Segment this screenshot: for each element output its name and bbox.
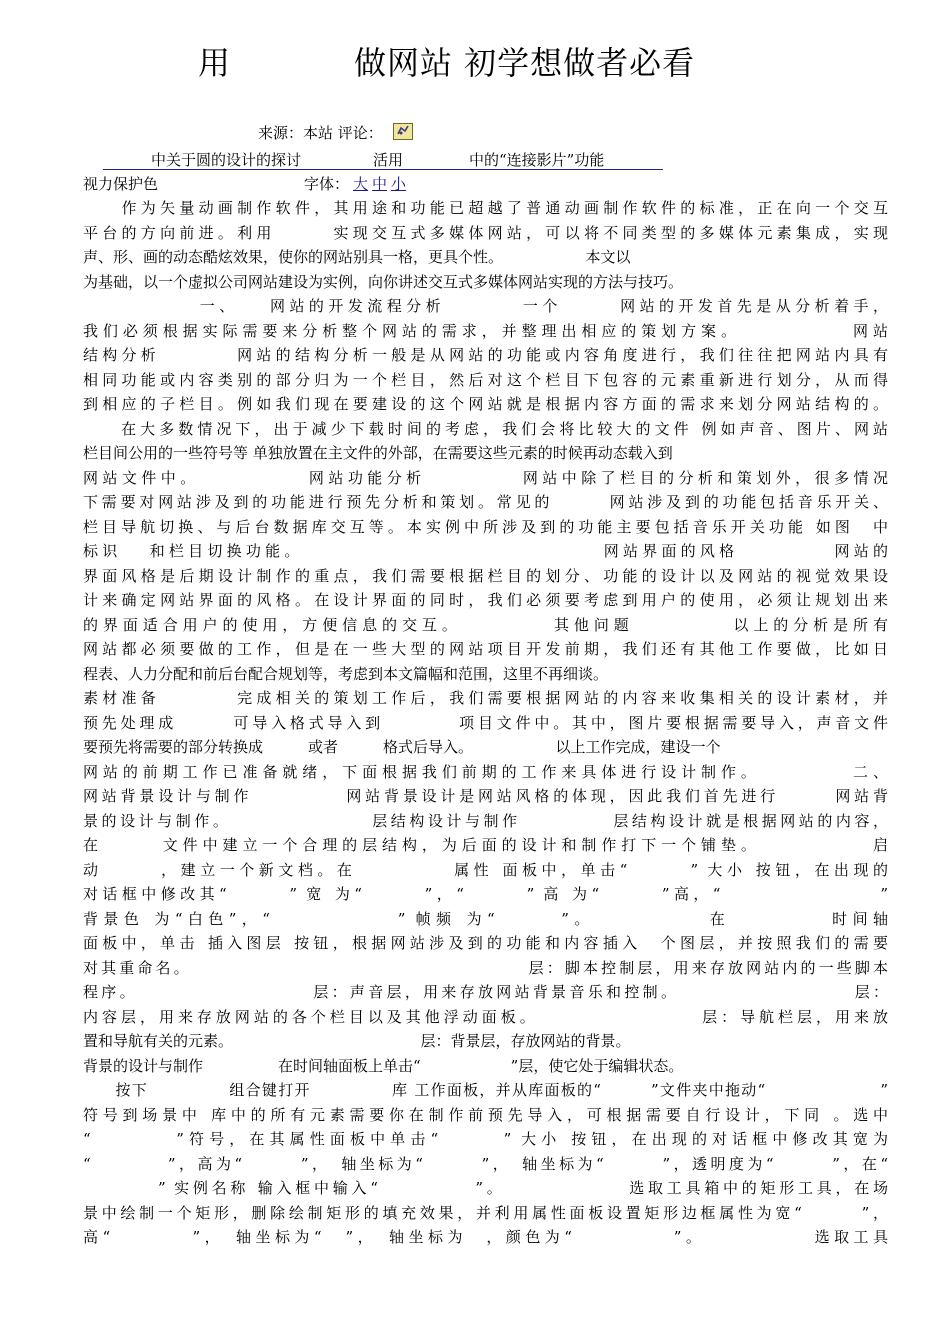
body-line: 平台的方向前进。利用 实现交互式多媒体网站，可以将不同类型的多媒体元素集成，实现 bbox=[83, 223, 888, 242]
body-line: 内容层，用来存放网站的各个栏目以及其他浮动面板。 层：导航栏层，用来放 bbox=[83, 1007, 888, 1026]
body-line: 我们必须根据实际需要来分析整个网站的需求，并整理出相应的策划方案。 网站 bbox=[83, 321, 888, 340]
related-links bbox=[103, 147, 663, 170]
body-line: ” 实例名称 输入框中输入“ ”。 选取工具箱中的矩形工具，在场 bbox=[83, 1179, 888, 1197]
body-line: 素材准备 完成相关的策划工作后，我们需要根据网站的内容来收集相关的设计素材，并 bbox=[83, 689, 888, 707]
body-line: 界面风格是后期设计制作的重点，我们需要根据栏目的划分、功能的设计以及网站的视觉效果设 bbox=[83, 566, 888, 585]
body-line: 网站的前期工作已准备就绪，下面根据我们前期的工作来具体进行设计制作。 二、 bbox=[83, 762, 888, 781]
body-line: 网站文件中。 网站功能分析 网站中除了栏目的分析和策划外，很多情况 bbox=[83, 468, 888, 487]
font-size-medium-link[interactable]: 中 bbox=[372, 175, 388, 193]
font-size-switcher bbox=[304, 173, 406, 194]
body-line: 在大多数情况下，出于减少下载时间的考虑，我们会将比较大的文件 例如声音、图片、网站 bbox=[83, 419, 888, 438]
font-size-large-link[interactable]: 大 bbox=[353, 175, 369, 193]
body-line: 相同功能或内容类别的部分归为一个栏目，然后对这个栏目下包容的元素重新进行划分，从而得 bbox=[83, 370, 888, 389]
body-line: 高“ ”， 轴坐标为“ ”， 轴坐标为 ，颜色为“ ”。 选取工具 bbox=[83, 1228, 888, 1246]
title-part-2: 做网站 初学想做者必看 bbox=[354, 44, 696, 82]
body-line: 作为矢量动画制作软件，其用途和功能已超越了普通动画制作软件的标准，正在向一个交互 bbox=[83, 199, 888, 217]
body-line: 计来确定网站界面的风格。在设计界面的同时，我们必须要考虑到用户的使用，必须让规划出来 bbox=[83, 591, 888, 609]
related-link-use[interactable]: 活用 bbox=[373, 151, 404, 169]
body-line: 声、形、画的动态酷炫效果，使你的网站别具一格，更具个性。 本文以 bbox=[83, 248, 631, 266]
body-line: 按下 组合键打开 库 工作面板，并从库面板的“ ”文件夹中拖动“ ” bbox=[83, 1081, 888, 1099]
source-text: 来源：本站 评论： bbox=[258, 124, 383, 142]
body-line: 为基础，以一个虚拟公司网站建设为实例，向你讲述交互式多媒体网站实现的方法与技巧。 bbox=[83, 272, 684, 291]
body-line: 置和导航有关的元素。 层：背景层，存放网站的背景。 bbox=[83, 1032, 631, 1050]
body-line: 一、 网站的开发流程分析 一个 网站的开发首先是从分析着手， bbox=[83, 297, 888, 315]
body-line: 的界面适合用户的使用，方便信息的交互。 其他问题 以上的分析是所有 bbox=[83, 615, 888, 634]
body-line: 到相应的子栏目。例如我们现在要建设的这个网站就是根据内容方面的需求来划分网站结构的。 bbox=[83, 395, 888, 413]
body-line: 面板中，单击 插入图层 按钮，根据网站涉及到的功能和内容插入 个图层，并按照我们的需要 bbox=[83, 934, 888, 952]
font-size-small-link[interactable]: 小 bbox=[391, 175, 407, 193]
title-part-1: 用 bbox=[198, 44, 232, 82]
body-line: 景中绘制一个矩形，删除绘制矩形的填充效果，并利用属性面板设置矩形边框属性为宽“ ”， bbox=[83, 1203, 888, 1222]
body-line: “ ”符号，在其属性面板中单击“ ” 大小 按钮，在出现的对话框中修改其宽为 bbox=[83, 1130, 888, 1148]
body-line: 网站都必须要做的工作，但是在一些大型的网站项目开发前期，我们还有其他工作要做，比如日 bbox=[83, 640, 888, 658]
body-line: 标识 和栏目切换功能。 网站界面的风格 网站的 bbox=[83, 542, 888, 560]
body-line: 对话框中修改其“ ” 宽 为“ ”，“ ” 高 为“ ”高，“ ” bbox=[83, 885, 888, 903]
body-line: 背景色 为“白色”，“ ” 帧频 为“ ”。 在 时间轴 bbox=[83, 909, 888, 928]
body-line: 要预先将需要的部分转换成 或者 格式后导入。 以上工作完成，建设一个 bbox=[83, 738, 721, 756]
body-line: 预先处理成 可导入格式导入到 项目文件中。其中，图片要根据需要导入，声音文件 bbox=[83, 713, 888, 732]
body-line: 网站背景设计与制作 网站背景设计是网站风格的体现，因此我们首先进行 网站背 bbox=[83, 787, 888, 805]
related-link-circle-design[interactable]: 中关于圆的设计的探讨 bbox=[151, 151, 302, 169]
body-line: 结构分析 网站的结构分析一般是从网站的功能或内容角度进行，我们往往把网站内具有 bbox=[83, 346, 888, 364]
body-line: 栏目间公用的一些符号等 单独放置在主文件的外部，在需要这些元素的时候再动态载入到 bbox=[83, 444, 673, 462]
body-line: 动 ，建立一个新文档。在 属性 面板中，单击“ ” 大小 按钮，在出现的 bbox=[83, 860, 888, 879]
related-link-movieclip[interactable]: 中的“连接影片”功能 bbox=[469, 151, 605, 169]
body-line: 景的设计与制作。 层结构设计与制作 层结构设计就是根据网站的内容， bbox=[83, 811, 888, 830]
comment-icon[interactable] bbox=[393, 123, 413, 140]
body-line: 背景的设计与制作 在时间轴面板上单击“ ”层，使它处于编辑状态。 bbox=[83, 1056, 684, 1075]
body-line: 栏目导航切换、与后台数据库交互等。本实例中所涉及到的功能主要包括音乐开关功能 如图 中 bbox=[83, 517, 888, 536]
article-body bbox=[83, 196, 888, 1250]
body-line: “ ”，高为“ ”， 轴坐标为“ ”， 轴坐标为“ ”，透明度为“ ”，在“ bbox=[83, 1154, 888, 1173]
body-line: 对其重命名。 层：脚本控制层，用来存放网站内的一些脚本 bbox=[83, 958, 888, 977]
body-line: 符号到场景中 库中的所有元素需要你在制作前预先导入，可根据需要自行设计，下同 。选中 bbox=[83, 1105, 888, 1124]
eye-protection-color[interactable]: 视力保护色 bbox=[83, 175, 159, 193]
body-line: 程表、人力分配和前后台配合规划等，考虑到本文篇幅和范围，这里不再细谈。 bbox=[83, 664, 609, 683]
body-line: 下需要对网站涉及到的功能进行预先分析和策划。常见的 网站涉及到的功能包括音乐开关、 bbox=[83, 493, 888, 511]
source-line bbox=[258, 122, 413, 143]
font-size-label: 字体： bbox=[304, 175, 350, 193]
body-line: 程序。 层：声音层，用来存放网站背景音乐和控制。 层： bbox=[83, 983, 888, 1001]
body-line: 在 文件中建立一个合理的层结构，为后面的设计和制作打下一个铺垫。 启 bbox=[83, 836, 888, 854]
